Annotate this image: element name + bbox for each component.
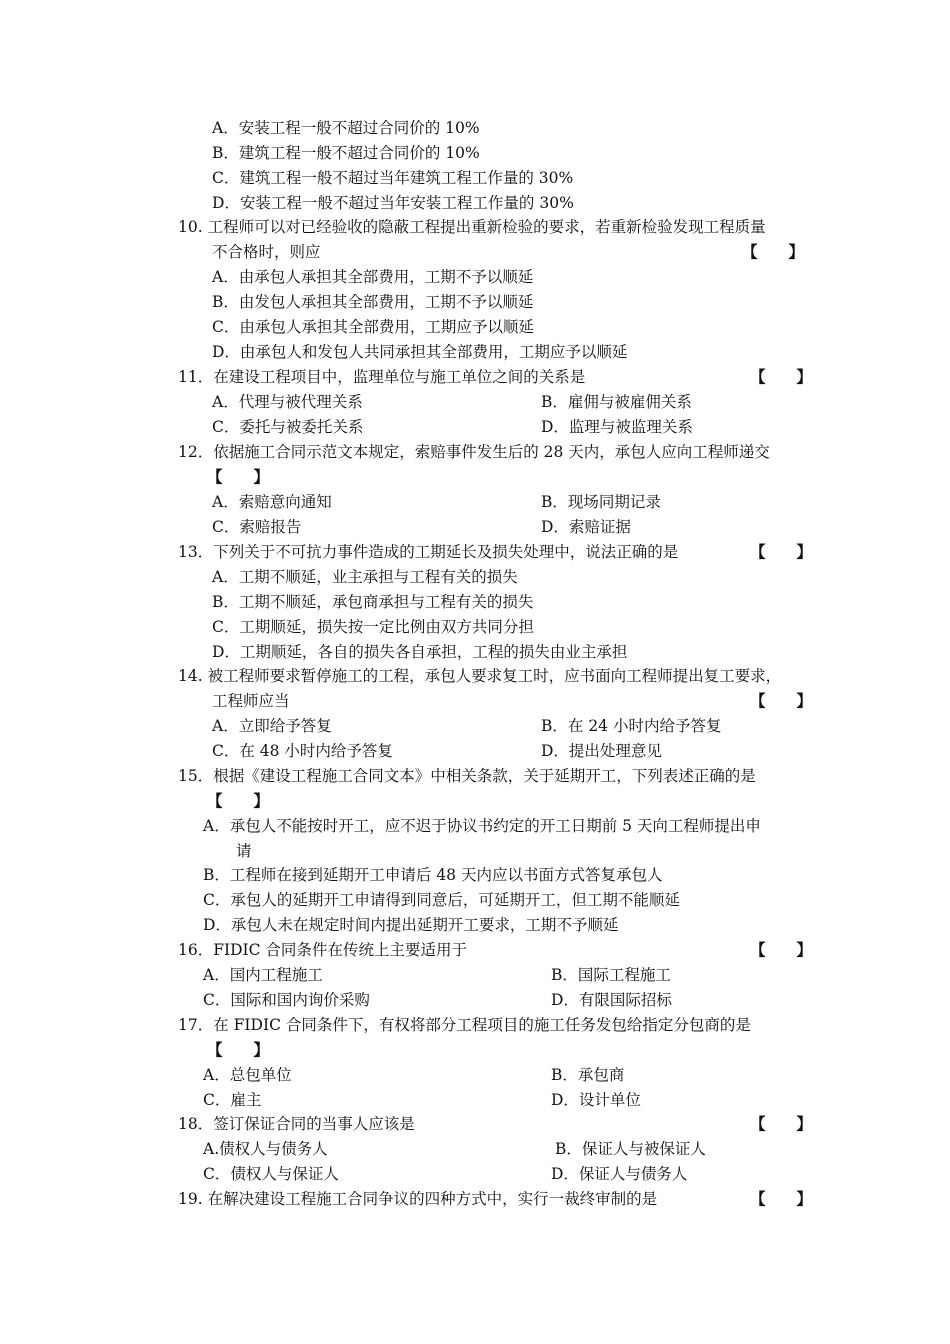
answer-bracket: 【 】 (750, 367, 813, 386)
q14-options-ab (0, 714, 950, 739)
option-text: C．雇主 (203, 1091, 262, 1109)
answer-bracket: 【 】 (207, 1040, 270, 1059)
option-text: B．在 24 小时内给予答复 (541, 717, 722, 735)
option-text: A．索赔意向通知 (212, 493, 332, 511)
q15-bracket-row (0, 789, 950, 814)
option-text: B．国际工程施工 (551, 966, 671, 984)
q17-stem (0, 1013, 950, 1038)
q19-stem (0, 1187, 950, 1212)
q16-options-ab (0, 963, 950, 988)
question-text: 10. 工程师可以对已经验收的隐蔽工程提出重新检验的要求，若重新检验发现工程质量 (178, 218, 766, 236)
q14-options-cd (0, 739, 950, 764)
q15-option-c (0, 888, 950, 913)
option-text: B．承包商 (551, 1066, 625, 1084)
q13-option-c (0, 615, 950, 640)
option-text: B．保证人与被保证人 (555, 1140, 706, 1158)
q15-option-a-cont (0, 839, 950, 864)
q9-option-a (0, 116, 950, 141)
q15-option-d (0, 913, 950, 938)
answer-bracket: 【 】 (750, 1189, 813, 1208)
q9-option-c (0, 166, 950, 191)
option-text: D．监理与被监理关系 (541, 418, 693, 436)
option-text: C．工期顺延，损失按一定比例由双方共同分担 (212, 618, 534, 636)
q13-option-b (0, 590, 950, 615)
option-text: C．债权人与保证人 (203, 1165, 339, 1183)
option-text: B．建筑工程一般不超过合同价的 10% (212, 144, 480, 162)
option-text: D．工期顺延，各自的损失各自承担，工程的损失由业主承担 (212, 643, 628, 661)
option-text: C．委托与被委托关系 (212, 418, 364, 436)
option-text: C．建筑工程一般不超过当年建筑工程工作量的 30% (212, 169, 574, 187)
option-text: A．总包单位 (203, 1066, 292, 1084)
answer-bracket: 【 】 (742, 242, 805, 261)
q14-stem (0, 664, 950, 689)
option-text: D．保证人与债务人 (551, 1165, 688, 1183)
q10-option-c (0, 315, 950, 340)
question-text: 13．下列关于不可抗力事件造成的工期延长及损失处理中，说法正确的是 (178, 543, 679, 561)
option-text: D．设计单位 (551, 1091, 641, 1109)
option-text: A．工期不顺延，业主承担与工程有关的损失 (212, 568, 518, 586)
q12-options-ab (0, 490, 950, 515)
option-text: D．安装工程一般不超过当年安装工程工作量的 30% (212, 194, 574, 212)
q10-option-a (0, 265, 950, 290)
option-text: A．安装工程一般不超过合同价的 10% (212, 119, 480, 137)
q9-option-d (0, 191, 950, 216)
question-text: 14. 被工程师要求暂停施工的工程，承包人要求复工时，应书面向工程师提出复工要求， (178, 667, 782, 685)
q16-options-cd (0, 988, 950, 1013)
q17-options-cd (0, 1088, 950, 1113)
option-text: C．在 48 小时内给予答复 (212, 742, 393, 760)
q12-options-cd (0, 515, 950, 540)
q12-bracket-row (0, 465, 950, 490)
q10-option-b (0, 290, 950, 315)
q13-option-d (0, 640, 950, 665)
option-text: A．国内工程施工 (203, 966, 323, 984)
question-text: 17．在 FIDIC 合同条件下，有权将部分工程项目的施工任务发包给指定分包商的是 (178, 1016, 751, 1034)
option-text: A．由承包人承担其全部费用，工期不予以顺延 (212, 268, 534, 286)
option-text: A．立即给予答复 (212, 717, 332, 735)
q11-options-ab (0, 390, 950, 415)
q13-option-a (0, 565, 950, 590)
q13-stem (0, 540, 950, 565)
q17-bracket-row (0, 1038, 950, 1063)
option-text: B．工程师在接到延期开工申请后 48 天内应以书面方式答复承包人 (203, 866, 663, 884)
question-text: 不合格时，则应 (212, 243, 321, 261)
q16-stem (0, 938, 950, 963)
option-text: 请 (236, 842, 252, 860)
q18-options-cd (0, 1162, 950, 1187)
option-text: A．承包人不能按时开工，应不迟于协议书约定的开工日期前 5 天向工程师提出申 (203, 817, 761, 835)
option-text: B．雇佣与被雇佣关系 (541, 393, 692, 411)
question-text: 12．依据施工合同示范文本规定，索赔事件发生后的 28 天内，承包人应向工程师递交 (178, 443, 770, 461)
q15-option-a (0, 814, 950, 839)
q12-stem (0, 440, 950, 465)
answer-bracket: 【 】 (207, 791, 270, 810)
option-text: C．国际和国内询价采购 (203, 991, 370, 1009)
answer-bracket: 【 】 (750, 542, 813, 561)
option-text: B．现场同期记录 (541, 493, 661, 511)
option-text: B．由发包人承担其全部费用，工期不予以顺延 (212, 293, 534, 311)
q15-stem (0, 764, 950, 789)
q11-options-cd (0, 415, 950, 440)
option-text: B．工期不顺延，承包商承担与工程有关的损失 (212, 593, 534, 611)
q18-options-ab (0, 1137, 950, 1162)
q10-option-d (0, 340, 950, 365)
q9-option-b (0, 141, 950, 166)
question-text: 15．根据《建设工程施工合同文本》中相关条款，关于延期开工，下列表述正确的是 (178, 767, 756, 785)
option-text: A.债权人与债务人 (203, 1140, 328, 1158)
option-text: D．由承包人和发包人共同承担其全部费用，工期应予以顺延 (212, 343, 628, 361)
q17-options-ab (0, 1063, 950, 1088)
option-text: C．由承包人承担其全部费用，工期应予以顺延 (212, 318, 534, 336)
option-text: C．承包人的延期开工申请得到同意后，可延期开工，但工期不能顺延 (203, 891, 680, 909)
q14-stem-cont (0, 689, 950, 714)
q15-option-b (0, 863, 950, 888)
q10-stem-cont (0, 240, 950, 265)
q11-stem (0, 365, 950, 390)
option-text: D．有限国际招标 (551, 991, 672, 1009)
question-text: 19. 在解决建设工程施工合同争议的四种方式中，实行一裁终审制的是 (178, 1190, 658, 1208)
option-text: D．提出处理意见 (541, 742, 662, 760)
q10-stem (0, 215, 950, 240)
question-text: 18．签订保证合同的当事人应该是 (178, 1115, 415, 1133)
question-text: 工程师应当 (212, 692, 290, 710)
option-text: D．索赔证据 (541, 518, 631, 536)
option-text: A．代理与被代理关系 (212, 393, 363, 411)
answer-bracket: 【 】 (207, 467, 270, 486)
q18-stem (0, 1112, 950, 1137)
answer-bracket: 【 】 (750, 691, 813, 710)
option-text: D．承包人未在规定时间内提出延期开工要求，工期不予顺延 (203, 916, 619, 934)
option-text: C．索赔报告 (212, 518, 302, 536)
question-text: 16．FIDIC 合同条件在传统上主要适用于 (178, 941, 467, 959)
answer-bracket: 【 】 (750, 1114, 813, 1133)
question-text: 11．在建设工程项目中，监理单位与施工单位之间的关系是 (178, 368, 586, 386)
answer-bracket: 【 】 (750, 940, 813, 959)
